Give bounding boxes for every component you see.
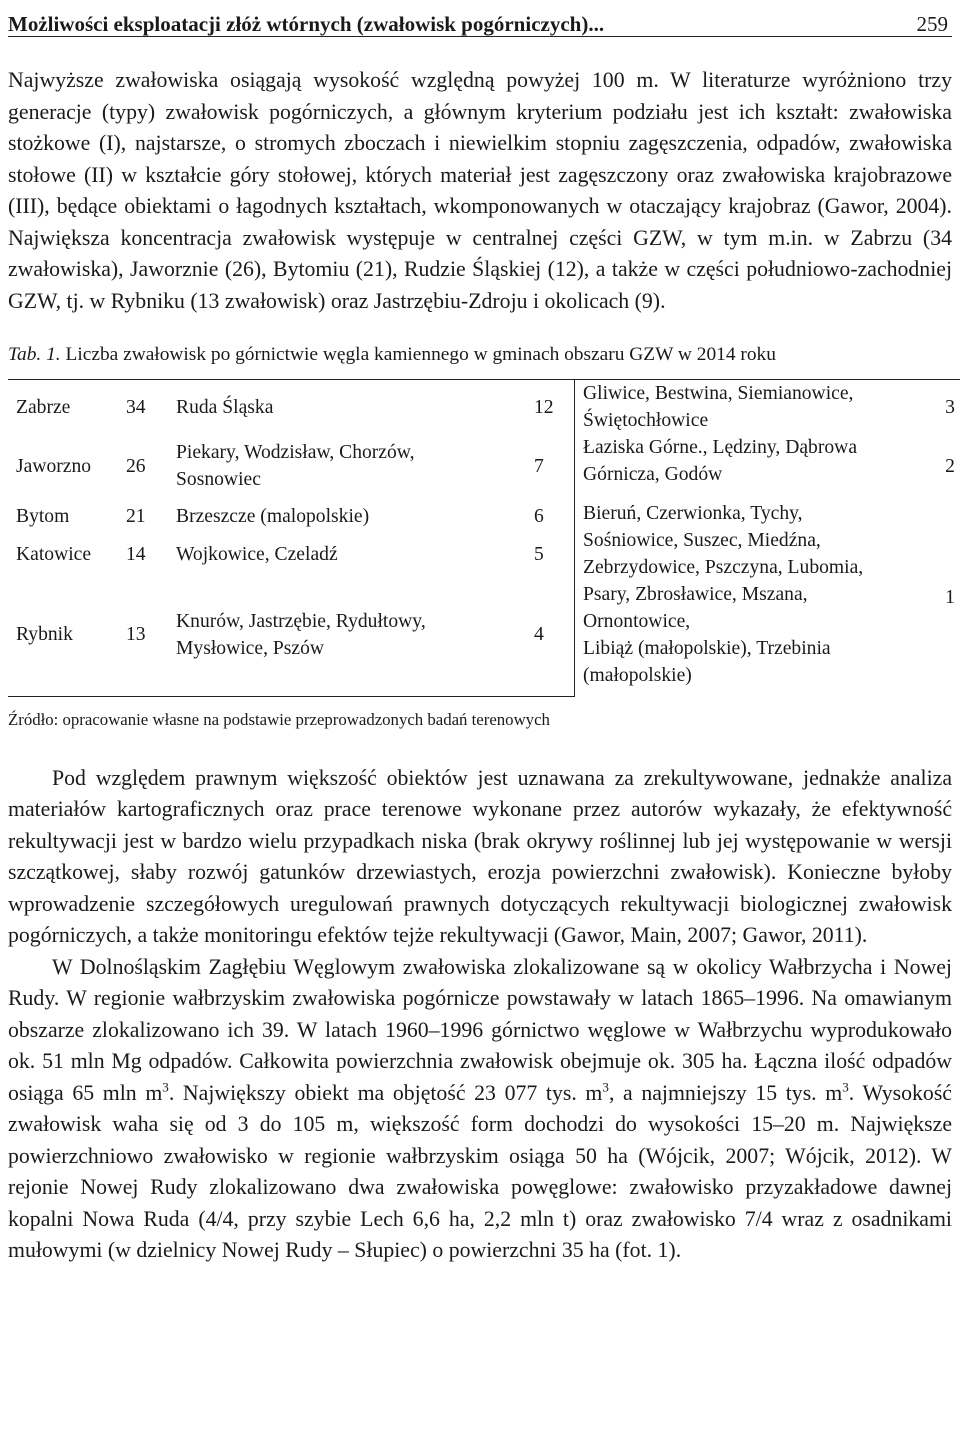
table-cell: 5: [526, 534, 575, 574]
table-cell-line: Zebrzydowice, Pszczyna, Lubomia,: [583, 557, 864, 578]
table-row: [8, 380, 960, 435]
paragraph-text: , a najmniejszy 15 tys. m: [608, 1080, 843, 1105]
table-cell: Rybnik: [8, 574, 120, 696]
table-cell-line: Mysłowice, Pszów: [176, 637, 325, 659]
table-cell-line: Gliwice, Bestwina, Siemianowice,: [583, 383, 854, 404]
table-cell: 3: [927, 380, 960, 435]
table-cell: 1: [945, 586, 955, 608]
table-cell: [575, 434, 928, 498]
superscript: 3: [842, 1079, 849, 1095]
table-cell-line: Knurów, Jastrzębie, Rydułtowy,: [176, 610, 426, 632]
table-cell-line: Sosnowiec: [176, 469, 261, 490]
table-cell-line: Bieruń, Czerwionka, Tychy,: [583, 503, 803, 524]
table-cell-line: Piekary, Wodzisław, Chorzów,: [176, 442, 415, 463]
paragraph-heaps-generations: Najwyższe zwałowiska osiągają wysokość względną powyżej 100 m. W literaturze wyróżniono trzy generacje (typy) zwałowisk pogórniczych, a głównym kryterium podziału jest ich kształt: zwałowiska stożkowe (I), najstarsze, o stromych zboczach i niewielkim stopniu zagęszczenia, odpadów, zwałowiska stołowe (II) w kształcie góry stołowej, których materiał jest zagęszczony oraz zwałowiska krajobrazowe (III), będące obiektami o łagodnych kształtach, wkomponowanych w otaczający krajobraz (Gawor, 2004). Największa koncentracja zwałowisk występuje w centralnej części GZW, w tym m.in. w Zabrzu (34 zwałowiska), Jaworznie (26), Bytomiu (21), Rudzie Śląskiej (12), a także w części południowo-zachodniej GZW, tj. w Rybniku (13 zwałowisk) oraz Jastrzębiu-Zdroju i okolicach (9).: [8, 68, 952, 313]
table-cell: [168, 434, 526, 498]
page-number: 259: [916, 12, 948, 36]
table-label: Tab. 1.: [8, 344, 61, 365]
table-cell: Bytom: [16, 505, 70, 527]
table-cell: 7: [526, 434, 575, 498]
paragraph-text: . Wysokość zwałowisk waha się od 3 do 105 m, większość form dochodzi do wysokości 15–20 m. Największe powierzchniowo zwałowisko w regionie wałbrzyskim osiąga 50 ha (Wójcik, 2007; Wójcik, 2012). W rejonie Nowej Rudy zlokalizowano dwa zwałowiska powęglowe: zwałowisko przyzakładowe dawnej kopalni Nowa Ruda (4/4, przy szybie Lech 6,6 ha, 2,2 mln t) oraz zwałowisko 7/4 wraz z osadnikami mułowymi (w dzielnicy Nowej Rudy – Słupiec) o powierzchni 35 ha (fot. 1).: [8, 1080, 952, 1262]
table-cell-line: Ornontowice,: [583, 611, 691, 632]
running-header: [8, 0, 952, 37]
table-cell: 12: [526, 380, 575, 435]
table-cell: 21: [126, 505, 146, 527]
paragraph-legal-status: Pod względem prawnym większość obiektów jest uznawana za zrekultywowane, jednakże analiza materiałów kartograficznych oraz prace terenowe wykonane przez autorów wykazały, że efektywność rekultywacji jest w bardzo wielu przypadkach niska (brak okrywy roślinnej lub jej występowanie w wersji szczątkowej, słaby rozwój gatunków drzewiastych, erozja powierzchni zwałowisk). Konieczne byłoby wprowadzenie szczegółowych uregulowań prawnych dotyczących rekultywacji biologicznej zwałowisk pogórniczych, a także monitoringu efektów tejże rekultywacji (Gawor, Main, 2007; Gawor, 2011).: [8, 765, 952, 947]
table-cell: 4: [526, 574, 575, 696]
paragraph-lower-silesian-basin: [8, 952, 952, 1267]
table-row: [8, 434, 960, 498]
table-cell: Brzeszcze (malopolskie): [176, 505, 370, 527]
table-cell: Zabrze: [8, 380, 120, 435]
running-title: Możliwości eksploatacji złóż wtórnych (zwałowisk pogórniczych)...: [8, 12, 605, 36]
table-cell-line: Łaziska Górne., Lędziny, Dąbrowa: [583, 437, 858, 458]
table-cell: 2: [945, 455, 955, 477]
table-cell: 6: [526, 498, 575, 534]
table-cell-line: Świętochłowice: [583, 410, 709, 431]
table-row: [8, 498, 960, 534]
table-cell: 13: [120, 574, 168, 696]
table-cell: Ruda Śląska: [168, 380, 526, 435]
table-cell: 26: [126, 455, 146, 477]
paragraph-text: W Dolnośląskim Zagłębiu Węglowym zwałowiska zlokalizowane są w okolicy Wałbrzycha i Nowej Rudy. W regionie wałbrzyskim zwałowiska pogórnicze powstawały w latach 1865–1996. Na omawianym obszarze zlokalizowano ich 39. W latach 1960–1996 górnictwo węglowe w Wałbrzychu wyprodukowało ok. 51 mln Mg odpadów. Całkowita powierzchnia zwałowisk obejmuje ok. 305 ha. Łączna ilość odpadów osiąga 65 mln m: [8, 954, 952, 1105]
table-cell: Jaworzno: [16, 455, 92, 477]
table-cell-line: Psary, Zbrosławice, Mszana,: [583, 584, 808, 605]
table-cell: [575, 380, 928, 435]
table-cell-line: Górnicza, Godów: [583, 464, 723, 485]
table-cell: [575, 498, 928, 696]
table-cell: Katowice: [16, 543, 92, 565]
table-cell-line: Libiąż (małopolskie), Trzebinia: [583, 638, 831, 659]
superscript: 3: [162, 1079, 169, 1095]
table-source: Źródło: opracowanie własne na podstawie przeprowadzonych badań terenowych: [8, 709, 550, 729]
table-cell-line: (małopolskie): [583, 665, 692, 686]
table-caption-text: Liczba zwałowisk po górnictwie węgla kamiennego w gminach obszaru GZW w 2014 roku: [65, 344, 776, 365]
table-cell: 34: [120, 380, 168, 435]
page: [8, 0, 955, 1267]
paragraph-text: . Największy obiekt ma objętość 23 077 tys. m: [168, 1080, 603, 1105]
heaps-table: [8, 379, 960, 697]
table-cell: 14: [126, 543, 146, 565]
superscript: 3: [602, 1079, 609, 1095]
table-cell: [168, 574, 526, 696]
table-cell: Wojkowice, Czeladź: [176, 543, 338, 565]
table-cell-line: Sośniowice, Suszec, Miedźna,: [583, 530, 821, 551]
table-caption: [8, 343, 952, 367]
